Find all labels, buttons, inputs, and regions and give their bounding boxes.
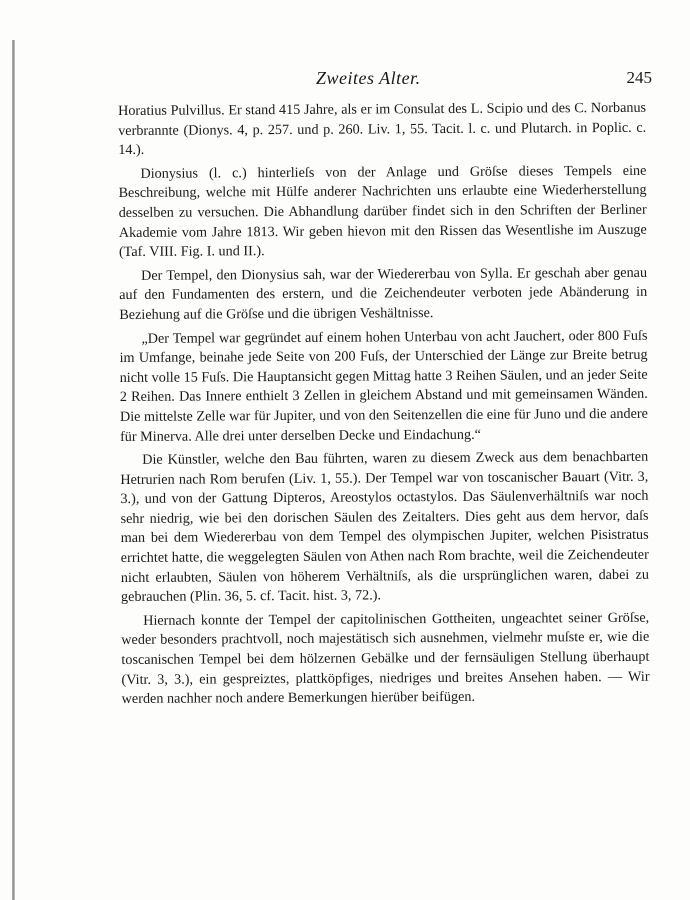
paragraph-1: Horatius Pulvillus. Er stand 415 Jahre, als er im Consulat des L. Scipio und des C. Norbanus verbrannte (Dionys. 4, p. 257. und p. 260. Liv. 1, 55. Tacit. l. c. und Plutarch. in Poplic. c. 14.). xyxy=(118,99,647,159)
paragraph-3: Der Tempel, den Dionysius sah, war der Wiedererbau von Sylla. Er geschah aber genau auf den Fundamenten des erstern, und die Zeichendeuter verboten jede Abänderung in Beziehung auf die Gröſse und die übrigen Veshältnisse. xyxy=(119,264,648,323)
page-number: 245 xyxy=(626,68,652,87)
binding-edge xyxy=(12,40,15,900)
paragraph-2: Dionysius (l. c.) hinterlieſs von der Anlage und Gröſse dieses Tempels eine Beschreibung, welche mit Hülfe anderer Nachrichten uns erlaubte eine Wiederherstellung desselben zu versuchen. Die Abhandlung darüber findet sich in den Schriften der Berliner Akademie vom Jahre 1813. Wir geben hievon mit den Rissen das Wesentlishe im Auszuge (Taf. VIII. Fig. I. und II.). xyxy=(118,162,647,261)
paragraph-4: „Der Tempel war gegründet auf einem hohen Unterbau von acht Jauchert, oder 800 Fuſs im Umfange, beinahe jede Seite von 200 Fuſs, der Unterschied der Länge zur Breite betrug nicht volle 15 Fuſs. Die Hauptansicht gegen Mittag hatte 3 Reihen Säulen, und an jeder Seite 2 Reihen. Das Innere enthielt 3 Zellen in gleichem Abstand und mit gemeinsamen Wänden. Die mittelste Zelle war für Jupiter, und von den Seitenzellen die eine für Juno und die andere für Minerva. Alle drei unter derselben Decke und Eindachung.“ xyxy=(119,327,648,445)
paragraph-6: Hiernach konnte der Tempel der capitolinischen Gottheiten, ungeachtet seiner Gröſse, weder besonders prachtvoll, noch majestätisch sich ausnehmen, vielmehr muſste er, wie die toscanischen Tempel bei dem hölzernen Gebälke und der fernsäuligen Stellung überhaupt (Vitr. 3, 3.), ein gespreiztes, plattköpfiges, niedriges und breites Ansehen haben. — Wir werden nachher noch andere Bemerkungen hierüber beifügen. xyxy=(121,609,650,708)
body-text xyxy=(118,99,650,714)
page-header xyxy=(120,68,660,94)
running-title: Zweites Alter. xyxy=(316,68,421,88)
paragraph-5: Die Künstler, welche den Bau führten, waren zu diesem Zweck aus dem benachbarten Hetrurien nach Rom berufen (Liv. 1, 55.). Der Tempel war von toscanischer Bauart (Vitr. 3, 3.), und von der Gattung Dipteros, Areostylos octastylos. Das Säulenverhältniſs war noch sehr niedrig, wie bei den dorischen Säulen des Zeitalters. Dies geht aus dem hervor, daſs man bei dem Wiedererbau von dem Tempel des olympischen Jupiter, welchen Pisistratus errichtet hatte, die weggelegten Säulen von Athen nach Rom brachte, weil die Zeichendeuter nicht erlaubten, Säulen von höherem Verhältniſs, als die ursprünglichen waren, dabei zu gebrauchen (Plin. 36, 5. cf. Tacit. hist. 3, 72.). xyxy=(120,448,649,606)
